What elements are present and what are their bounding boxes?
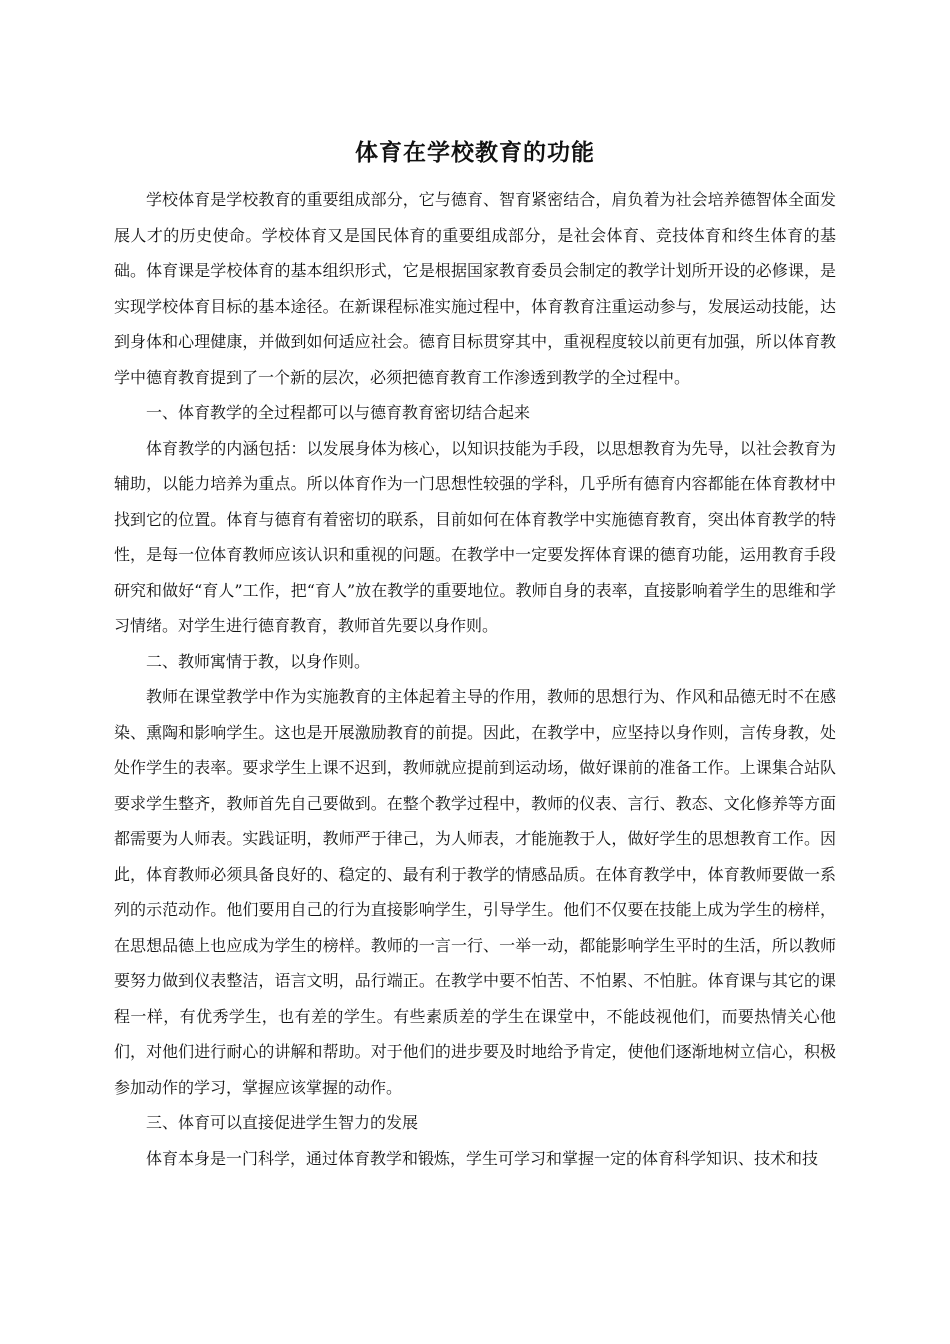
document-body: [114, 182, 836, 1176]
paragraph-section-2: 教师在课堂教学中作为实施教育的主体起着主导的作用，教师的思想行为、作风和品德无时不在感染、熏陶和影响学生。这也是开展激励教育的前提。因此，在教学中，应坚持以身作则，言传身教，处处作学生的表率。要求学生上课不迟到，教师就应提前到运动场，做好课前的准备工作。上课集合站队要求学生整齐，教师首先自己要做到。在整个教学过程中，教师的仪表、言行、教态、文化修养等方面都需要为人师表。实践证明，教师严于律己，为人师表，才能施教于人，做好学生的思想教育工作。因此，体育教师必须具备良好的、稳定的、最有利于教学的情感品质。在体育教学中，体育教师要做一系列的示范动作。他们要用自己的行为直接影响学生，引导学生。他们不仅要在技能上成为学生的榜样，在思想品德上也应成为学生的榜样。教师的一言一行、一举一动，都能影响学生平时的生活，所以教师要努力做到仪表整洁，语言文明，品行端正。在教学中要不怕苦、不怕累、不怕脏。体育课与其它的课程一样，有优秀学生，也有差的学生。有些素质差的学生在课堂中，不能歧视他们，而要热情关心他们，对他们进行耐心的讲解和帮助。对于他们的进步要及时地给予肯定，使他们逐渐地树立信心，积极参加动作的学习，掌握应该掌握的动作。: [114, 687, 836, 1097]
section-heading-2: 二、教师寓情于教，以身作则。: [146, 651, 371, 671]
paragraph-intro: 学校体育是学校教育的重要组成部分，它与德育、智育紧密结合，肩负着为社会培养德智体全面发展人才的历史使命。学校体育又是国民体育的重要组成部分，是社会体育、竞技体育和终生体育的基础。体育课是学校体育的基本组织形式，它是根据国家教育委员会制定的教学计划所开设的必修课，是实现学校体育目标的基本途径。在新课程标准实施过程中，体育教育注重运动参与，发展运动技能，达到身体和心理健康，并做到如何适应社会。德育目标贯穿其中，重视程度较以前更有加强，所以体育教学中德育教育提到了一个新的层次，必须把德育教育工作渗透到教学的全过程中。: [114, 190, 836, 387]
paragraph-section-3: 体育本身是一门科学，通过体育教学和锻炼，学生可学习和掌握一定的体育科学知识、技术和技: [146, 1148, 819, 1168]
document-title: 体育在学校教育的功能: [355, 140, 595, 166]
paragraph-section-1: 体育教学的内涵包括：以发展身体为核心，以知识技能为手段，以思想教育为先导，以社会教育为辅助，以能力培养为重点。所以体育作为一门思想性较强的学科，几乎所有德育内容都能在体育教材中找到它的位置。体育与德育有着密切的联系，目前如何在体育教学中实施德育教育，突出体育教学的特性，是每一位体育教师应该认识和重视的问题。在教学中一定要发挥体育课的德育功能，运用教育手段研究和做好“育人”工作，把“育人”放在教学的重要地位。教师自身的表率，直接影响着学生的思维和学习情绪。对学生进行德育教育，教师首先要以身作则。: [114, 438, 836, 635]
section-heading-1: 一、体育教学的全过程都可以与德育教育密切结合起来: [146, 403, 531, 422]
section-heading-3: 三、体育可以直接促进学生智力的发展: [146, 1113, 419, 1132]
